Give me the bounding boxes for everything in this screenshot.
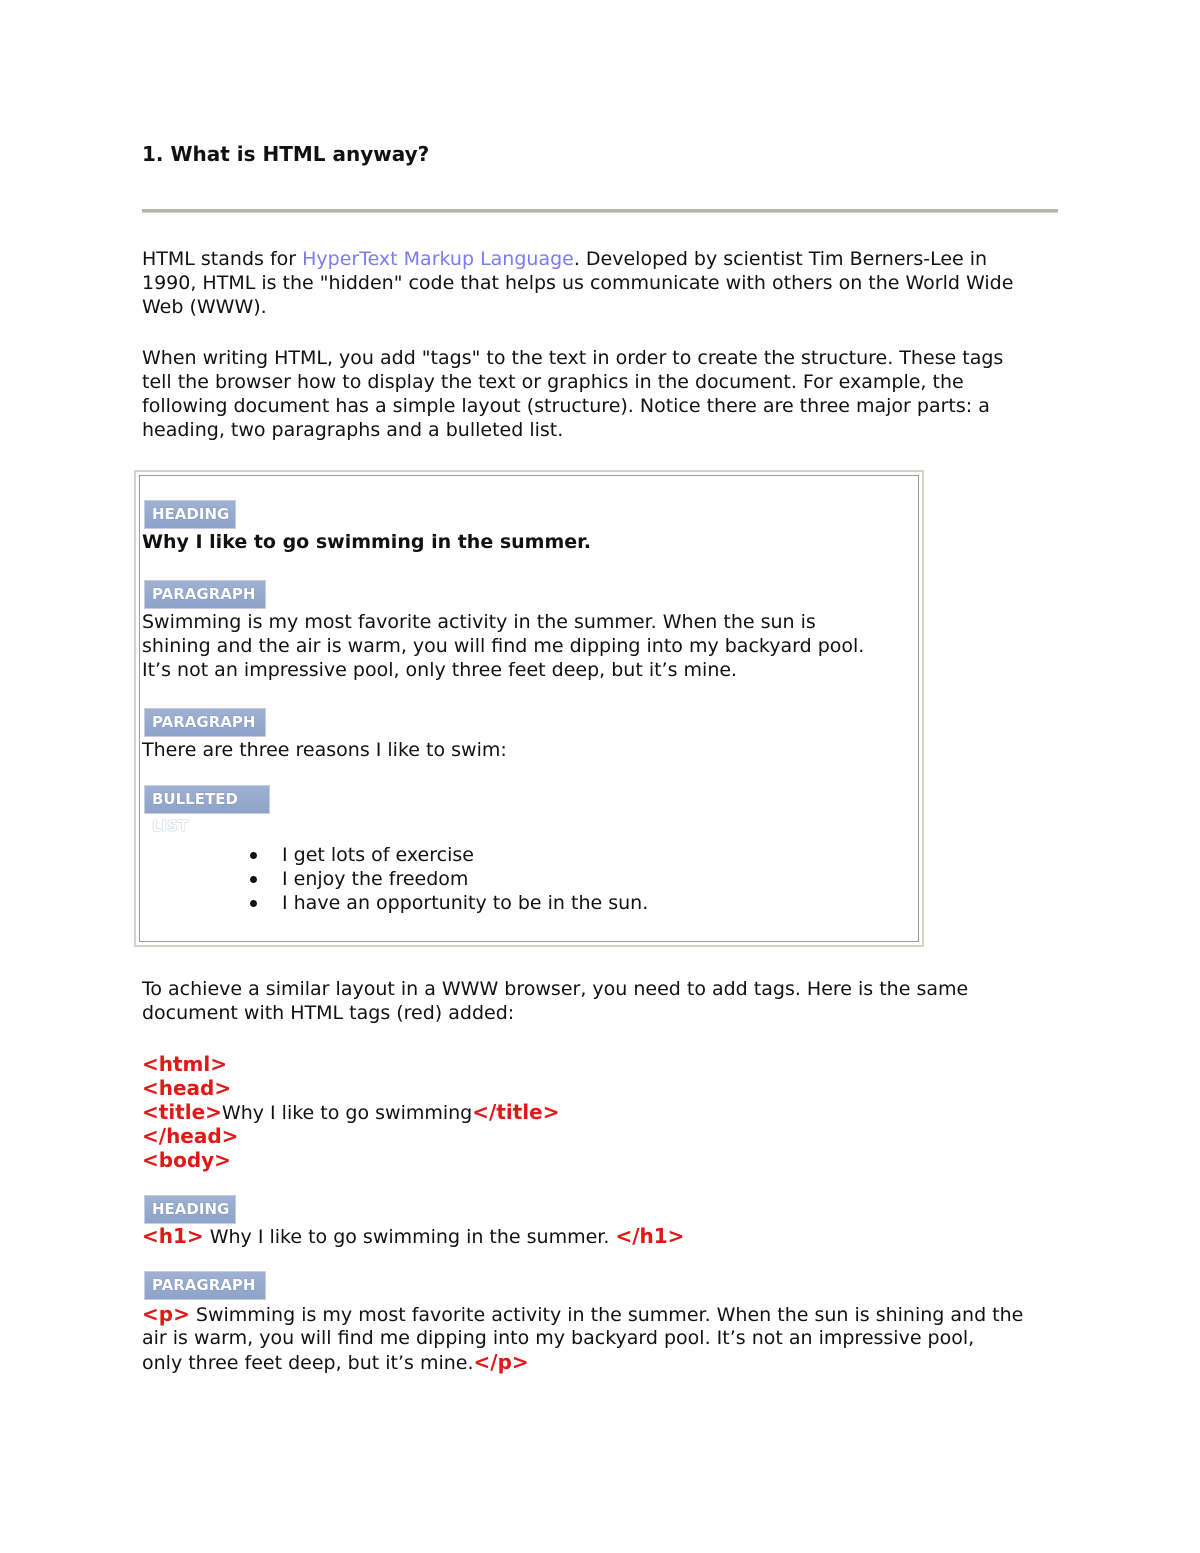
example-para1-line2: shining and the air is warm, you will find me dipping into my backyard pool. <box>142 635 865 657</box>
section-title: 1. What is HTML anyway? <box>142 142 430 166</box>
intro-p2-line1: When writing HTML, you add "tags" to the text in order to create the structure. These tags <box>142 347 1004 369</box>
red-tag: </h1> <box>615 1224 685 1248</box>
html-definition-link[interactable]: HyperText Markup Language <box>302 248 574 270</box>
code-title-text: Why I like to go swimming <box>221 1102 473 1124</box>
red-tag: </head> <box>142 1124 239 1148</box>
intro-p2-line3: following document has a simple layout (structure). Notice there are three major parts: a <box>142 395 990 417</box>
example-para2: There are three reasons I like to swim: <box>142 739 507 761</box>
code-p-text: Swimming is my most favorite activity in the summer. When the sun is shining and the <box>189 1304 1024 1326</box>
intro-text: HTML stands for <box>142 248 303 270</box>
intro-p1-line1 <box>142 247 987 271</box>
paragraph-label-badge: PARAGRAPH <box>144 1271 266 1300</box>
red-tag: <html> <box>142 1052 228 1076</box>
red-tag: </title> <box>472 1100 560 1124</box>
code-body-open <box>142 1148 231 1172</box>
heading-label-badge: HEADING <box>144 1195 236 1224</box>
paragraph-label-badge: PARAGRAPH <box>144 708 266 737</box>
code-p-text: only three feet deep, but it’s mine. <box>142 1352 474 1374</box>
paragraph-label-badge: PARAGRAPH <box>144 580 266 609</box>
code-p-line3 <box>142 1350 529 1375</box>
code-head-open <box>142 1076 231 1100</box>
code-head-close <box>142 1124 238 1148</box>
red-tag: <head> <box>142 1076 232 1100</box>
horizontal-rule <box>142 209 1058 213</box>
example-para1-line1: Swimming is my most favorite activity in the summer. When the sun is <box>142 611 816 633</box>
after-box-line2: document with HTML tags (red) added: <box>142 1002 515 1024</box>
intro-p2-line2: tell the browser how to display the text or graphics in the document. For example, the <box>142 371 964 393</box>
code-h1-line <box>142 1224 684 1249</box>
example-list-item: I enjoy the freedom <box>282 868 469 890</box>
bullet-dot <box>250 852 257 859</box>
red-tag: </p> <box>473 1350 529 1374</box>
example-heading-text: Why I like to go swimming in the summer. <box>142 531 592 553</box>
heading-label-badge: HEADING <box>144 500 236 529</box>
example-list-item: I have an opportunity to be in the sun. <box>282 892 649 914</box>
code-p-line2: air is warm, you will find me dipping into my backyard pool. It’s not an impressive pool, <box>142 1327 975 1349</box>
intro-p1-line3: Web (WWW). <box>142 296 267 318</box>
code-h1-text: Why I like to go swimming in the summer. <box>203 1226 616 1248</box>
code-html-open <box>142 1052 227 1076</box>
red-tag: <body> <box>142 1148 231 1172</box>
code-p-line1 <box>142 1302 1023 1327</box>
code-title-line <box>142 1100 559 1125</box>
red-tag: <p> <box>142 1302 190 1326</box>
example-para1-line3: It’s not an impressive pool, only three feet deep, but it’s mine. <box>142 659 738 681</box>
bullet-dot <box>250 876 257 883</box>
example-list-item: I get lots of exercise <box>282 844 474 866</box>
red-tag: <title> <box>142 1100 222 1124</box>
red-tag: <h1> <box>142 1224 204 1248</box>
after-box-line1: To achieve a similar layout in a WWW browser, you need to add tags. Here is the same <box>142 978 969 1000</box>
intro-p2-line4: heading, two paragraphs and a bulleted list. <box>142 419 564 441</box>
intro-p1-line2: 1990, HTML is the "hidden" code that helps us communicate with others on the World Wide <box>142 272 1014 294</box>
bulleted-list-label-badge: BULLETED LIST <box>144 785 270 814</box>
bullet-dot <box>250 900 257 907</box>
intro-text: . Developed by scientist Tim Berners-Lee in <box>573 248 988 270</box>
